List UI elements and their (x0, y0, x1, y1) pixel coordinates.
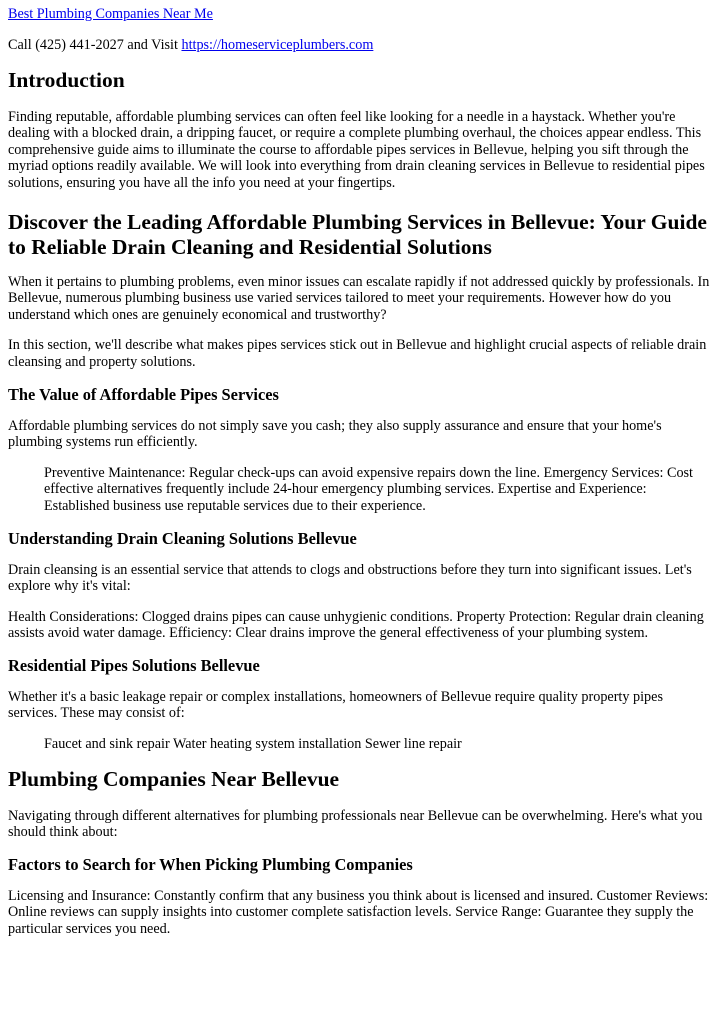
residential-heading: Residential Pipes Solutions Bellevue (8, 655, 260, 675)
title-link[interactable]: Best Plumbing Companies Near Me (8, 6, 213, 22)
factors-paragraph: Licensing and Insurance: Constantly confirm that any business you think about is licensed and insured. Customer Reviews: Online reviews can supply insights into customer complete satisfaction levels. Service Range: Guarantee they supply the particular services you need. (8, 887, 709, 938)
contact-text: Call (425) 441-2027 and Visit (8, 37, 182, 53)
factors-heading: Factors to Search for When Picking Plumbing Companies (8, 854, 413, 874)
discover-heading: Discover the Leading Affordable Plumbing Services in Bellevue: Your Guide to Reliable Drain Cleaning and Residential Solutions (8, 209, 707, 259)
residential-quote: Faucet and sink repair Water heating system installation Sewer line repair (44, 736, 462, 753)
introduction-paragraph: Finding reputable, affordable plumbing services can often feel like looking for a needle in a haystack. Whether you're dealing with a blocked drain, a dripping faucet, or require a complete plumbing overhaul, the choices appear endless. This comprehensive guide aims to illuminate the course to affordable pipes services in Bellevue, helping you sift through the myriad options readily available. We will look into everything from drain cleaning services in Bellevue to residential pipes solutions, ensuring you have all the info you need at your fingertips. (8, 108, 705, 191)
website-link[interactable]: https://homeserviceplumbers.com (181, 37, 374, 53)
drain-paragraph-2: Health Considerations: Clogged drains pipes can cause unhygienic conditions. Property Protection: Regular drain cleaning assists avoid water damage. Efficiency: Clear drains improve the general effectiveness of your plumbing system. (8, 608, 704, 642)
companies-heading: Plumbing Companies Near Bellevue (8, 766, 340, 791)
top-link-line (8, 6, 712, 23)
contact-line (8, 37, 712, 54)
value-quote: Preventive Maintenance: Regular check-ups can avoid expensive repairs down the line. Emergency Services: Cost effective alternatives frequently include 24-hour emergency plumbing services. Expertise and Experience: Established business use reputable services due to their experience. (44, 464, 693, 514)
residential-paragraph: Whether it's a basic leakage repair or complex installations, homeowners of Bellevue require quality property pipes services. These may consist of: (8, 688, 663, 722)
discover-paragraph-2: In this section, we'll describe what makes pipes services stick out in Bellevue and highlight crucial aspects of reliable drain cleansing and property solutions. (8, 337, 707, 370)
drain-paragraph-1: Drain cleansing is an essential service that attends to clogs and obstructions before they turn into significant issues. Let's explore why it's vital: (8, 561, 692, 595)
value-heading: The Value of Affordable Pipes Services (8, 384, 279, 404)
value-paragraph: Affordable plumbing services do not simply save you cash; they also supply assurance and ensure that your home's plumbing systems run efficiently. (8, 417, 662, 451)
drain-heading: Understanding Drain Cleaning Solutions Bellevue (8, 528, 357, 548)
companies-paragraph: Navigating through different alternatives for plumbing professionals near Bellevue can be overwhelming. Here's what you should think about: (8, 807, 703, 841)
discover-paragraph-1: When it pertains to plumbing problems, even minor issues can escalate rapidly if not addressed quickly by professionals. In Bellevue, numerous plumbing business use varied services tailored to meet your requirements. However how do you understand which ones are genuinely economical and trustworthy? (8, 273, 710, 323)
introduction-heading: Introduction (8, 67, 125, 92)
